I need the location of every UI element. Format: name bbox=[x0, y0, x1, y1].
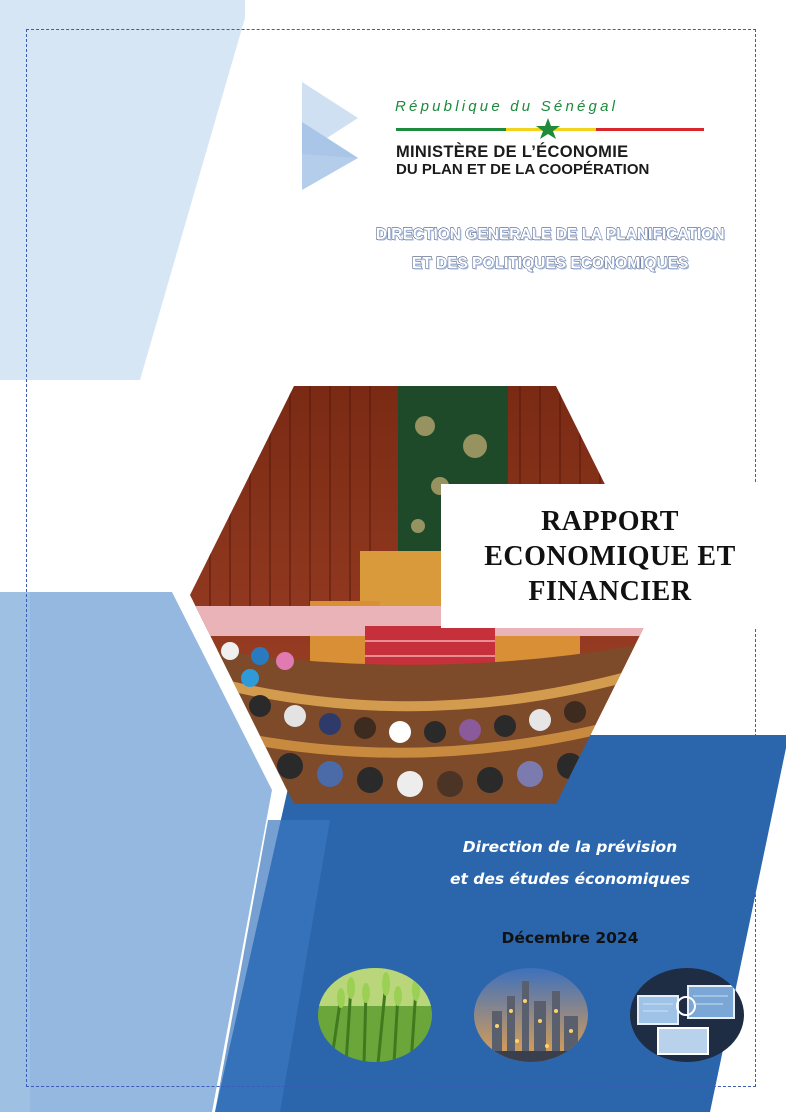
direction-generale-line2: ET DES POLITIQUES ECONOMIQUES bbox=[411, 255, 689, 272]
wheat-field-photo bbox=[316, 966, 434, 1064]
technology-devices-photo bbox=[628, 966, 746, 1064]
title-line1: RAPPORT bbox=[541, 505, 679, 537]
republic-label: République du Sénégal bbox=[395, 98, 619, 115]
ministry-name-line2: DU PLAN ET DE LA COOPÉRATION bbox=[396, 161, 650, 178]
ministry-name-line1: MINISTÈRE DE L’ÉCONOMIE bbox=[396, 143, 629, 161]
report-title bbox=[441, 484, 779, 628]
report-date: Décembre 2024 bbox=[501, 929, 639, 947]
title-line3: FINANCIER bbox=[528, 575, 692, 607]
direction-generale-line1: DIRECTION GENERALE DE LA PLANIFICATION bbox=[375, 226, 725, 243]
direction-line2: et des études économiques bbox=[449, 870, 691, 888]
direction-line1: Direction de la prévision bbox=[462, 838, 678, 856]
title-line2: ECONOMIQUE ET bbox=[484, 540, 736, 572]
industrial-plant-photo bbox=[472, 966, 590, 1064]
